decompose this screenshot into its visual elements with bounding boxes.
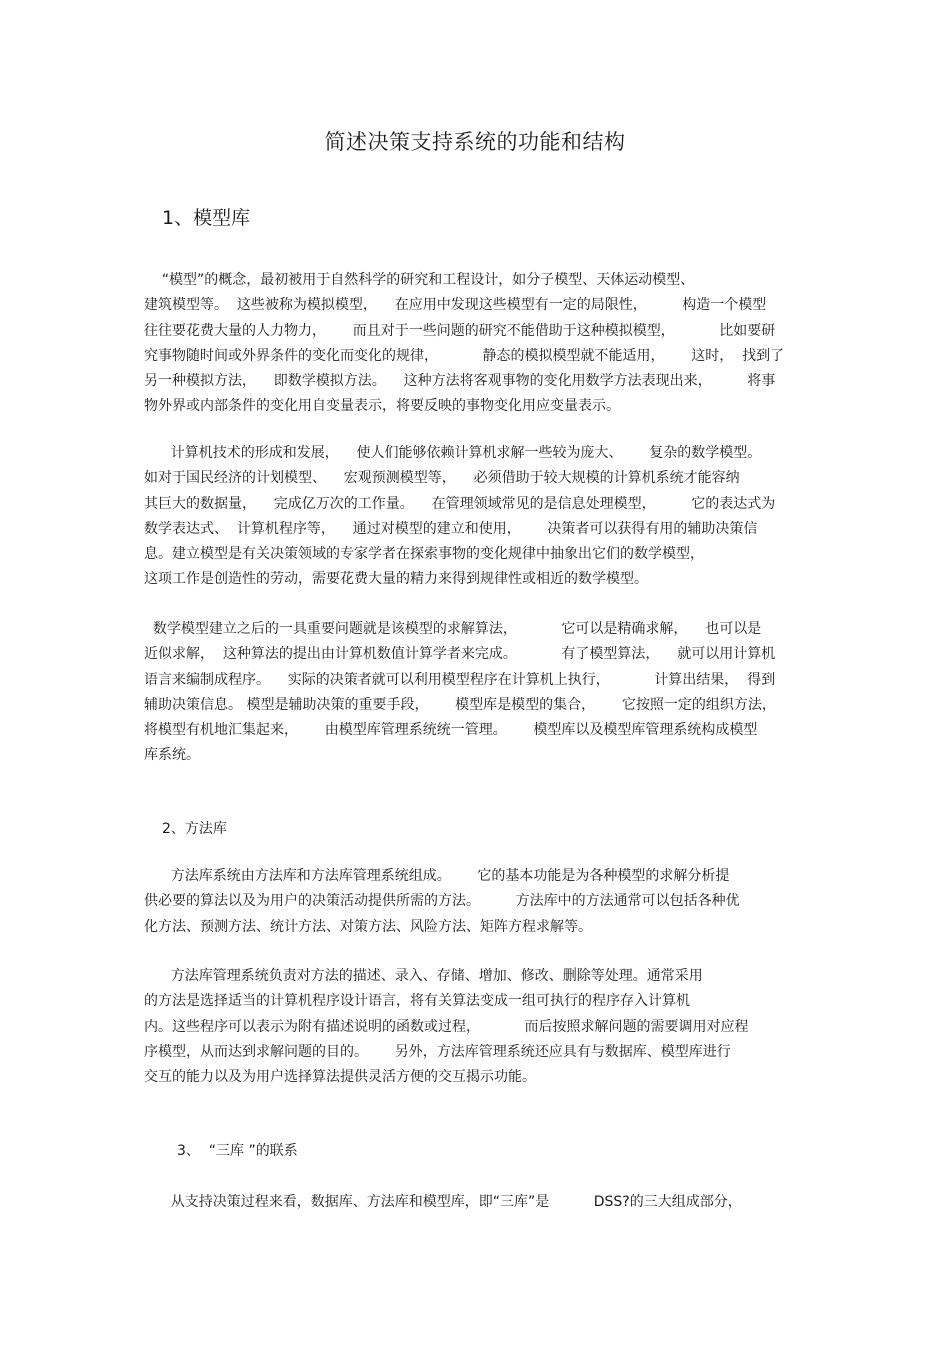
text-line: 交互的能力以及为用户选择算法提供灵活方便的交互揭示功能。 [144,1069,536,1086]
text-line: 将模型有机地汇集起来， 由模型库管理系统统一管理。 模型库以及模型库管理系统构成模型 [144,722,758,739]
section-heading-three-bases: 3、 “三库 ”的联系 [177,1143,298,1159]
text-line: 息。建立模型是有关决策领域的专家学者在探索事物的变化规律中抽象出它们的数学模型， [144,546,704,563]
text-line: 内。这些程序可以表示为附有描述说明的函数或过程， 而后按照求解问题的需要调用对应程 [144,1018,749,1035]
text-line: 化方法、预测方法、统计方法、对策方法、风险方法、矩阵方程求解等。 [144,918,592,935]
document-title: 简述决策支持系统的功能和结构 [324,130,626,154]
text-line: 辅助决策信息。 模型是辅助决策的重要手段， 模型库是模型的集合， 它按照一定的组织方法， [144,696,776,713]
section-heading-model-base: 1、模型库 [162,207,251,229]
text-line: 数学模型建立之后的一具重要问题就是该模型的求解算法， 它可以是精确求解， 也可以是 [144,621,762,637]
text-line: 另一种模拟方法， 即数学模拟方法。 这种方法将客观事物的变化用数学方法表现出来， 将事 [144,373,776,390]
text-line: 数学表达式、 计算机程序等， 通过对模型的建立和使用， 决策者可以获得有用的辅助决策信 [144,520,758,537]
text-line: 物外界或内部条件的变化用自变量表示，将要反映的事物变化用应变量表示。 [144,398,620,415]
text-line: 如对于国民经济的计划模型、 宏观预测模型等， 必须借助于较大规模的计算机系统才能容纳 [144,470,740,487]
section-heading-method-base: 2、方法库 [162,821,227,837]
text-line: 库系统。 [144,747,200,764]
text-line: 往往要花费大量的人力物力， 而且对于一些问题的研究不能借助于这种模拟模型， 比如要研 [144,322,776,339]
text-line: 序模型，从而达到求解问题的目的。 另外，方法库管理系统还应具有与数据库、模型库进行 [144,1043,731,1060]
paragraph-computer-technology [144,441,814,593]
text-line: 供必要的算法以及为用户的决策活动提供所需的方法。 方法库中的方法通常可以包括各种优 [144,893,740,910]
text-line: 近似求解， 这种算法的提出由计算机数值计算学者来完成。 有了模型算法， 就可以用计算机 [144,646,776,663]
paragraph-solving-algorithm [144,617,814,769]
paragraph-method-base-management [144,964,814,1090]
text-line: 究事物随时间或外界条件的变化而变化的规律， 静态的模拟模型就不能适用， 这时， 找到了 [144,347,785,364]
text-line: 其巨大的数据量， 完成亿万次的工作量。 在管理领域常见的是信息处理模型， 它的表达式为 [144,495,776,512]
paragraph-method-base-system [144,864,814,940]
text-line: 方法库系统由方法库和方法库管理系统组成。 它的基本功能是为各种模型的求解分析提 [144,868,730,884]
paragraph-model-concept [144,268,814,420]
paragraph-three-bases-relation [144,1190,814,1215]
text-line: 从支持决策过程来看，数据库、方法库和模型库，即“三库”是 DSS?的三大组成部分， [144,1194,742,1210]
text-line: 这项工作是创造性的劳动，需要花费大量的精力来得到规律性或相近的数学模型。 [144,571,648,588]
text-line: 的方法是选择适当的计算机程序设计语言，将有关算法变成一组可执行的程序存入计算机 [144,993,690,1010]
text-line: 建筑模型等。 这些被称为模拟模型， 在应用中发现这些模型有一定的局限性， 构造一个模型 [144,297,767,314]
text-line: 语言来编制成程序。 实际的决策者就可以利用模型程序在计算机上执行， 计算出结果， 得到 [144,671,776,688]
text-line: “模型”的概念，最初被用于自然科学的研究和工程设计，如分子模型、天体运动模型、 [144,272,695,288]
text-line: 方法库管理系统负责对方法的描述、录入、存储、增加、修改、删除等处理。通常采用 [144,968,703,984]
text-line: 计算机技术的形成和发展， 使人们能够依赖计算机求解一些较为庞大、 复杂的数学模型。 [144,445,762,461]
